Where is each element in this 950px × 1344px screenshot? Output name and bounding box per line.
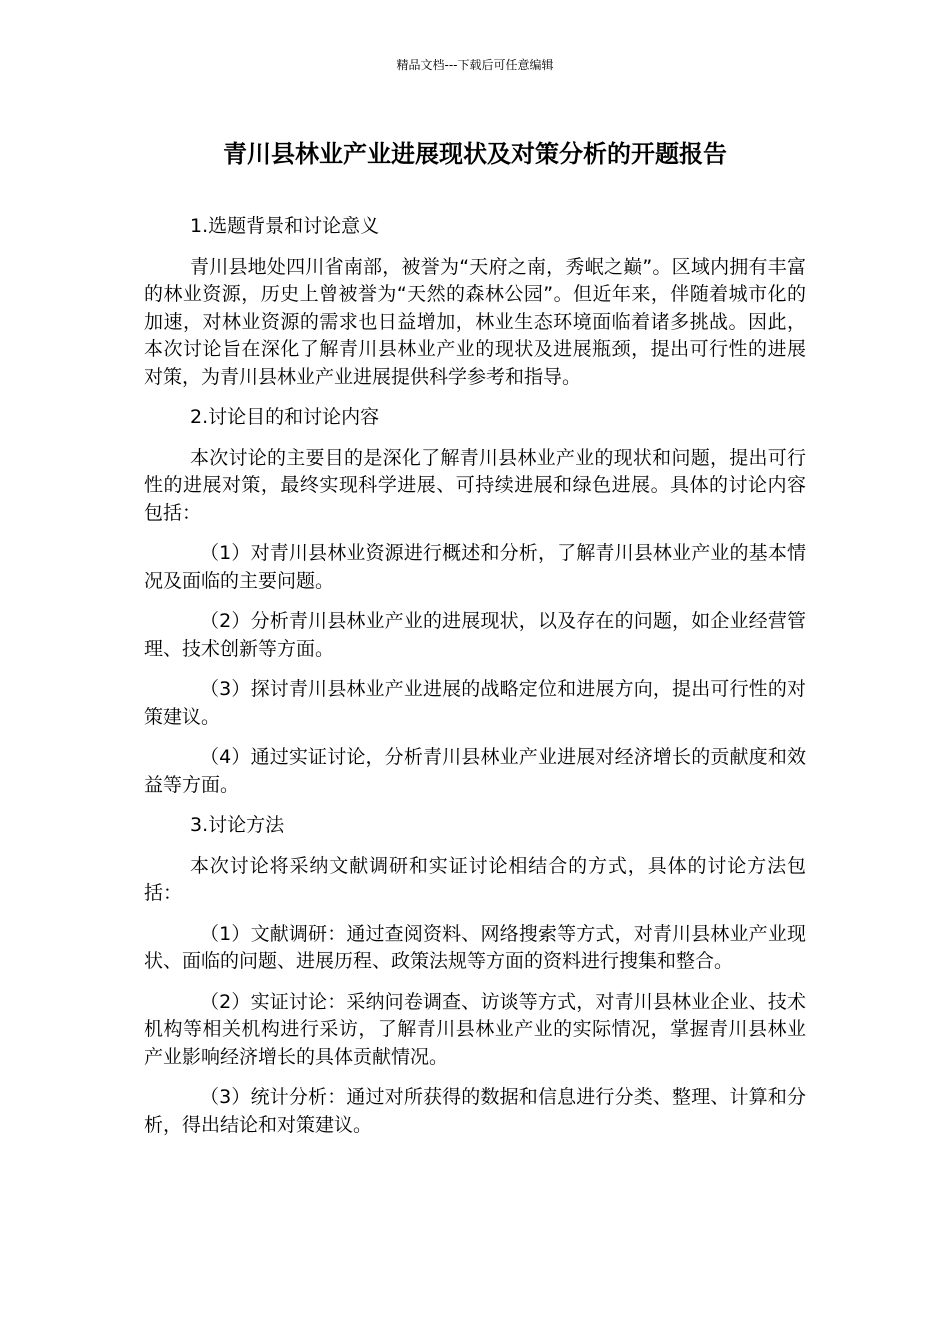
list-item: （3）统计分析：通过对所获得的数据和信息进行分类、整理、计算和分析，得出结论和对策建议。 [144, 1086, 806, 1136]
paragraph: 本次讨论的主要目的是深化了解青川县林业产业的现状和问题，提出可行性的进展对策，最终实现科学进展、可持续进展和绿色进展。具体的讨论内容包括： [144, 446, 806, 524]
paragraph: 青川县地处四川省南部，被誉为“天府之南，秀岷之巅”。区域内拥有丰富的林业资源，历史上曾被誉为“天然的森林公园”。但近年来，伴随着城市化的加速，对林业资源的需求也日益增加，林业生态环境面临着诸多挑战。因此，本次讨论旨在深化了解青川县林业产业的现状及进展瓶颈，提出可行性的进展对策，为青川县林业产业进展提供科学参考和指导。 [144, 255, 806, 388]
list-item: （3）探讨青川县林业产业进展的战略定位和进展方向，提出可行性的对策建议。 [144, 678, 806, 728]
list-item: （1）对青川县林业资源进行概述和分析，了解青川县林业产业的基本情况及面临的主要问题。 [144, 542, 806, 592]
section-heading: 1.选题背景和讨论意义 [190, 215, 380, 237]
list-item: （1）文献调研：通过查阅资料、网络搜索等方式，对青川县林业产业现状、面临的问题、进展历程、政策法规等方面的资料进行搜集和整合。 [144, 922, 806, 972]
section-background [144, 213, 806, 391]
section-objectives [144, 404, 806, 799]
section-methods [144, 812, 806, 1139]
section-heading: 3.讨论方法 [190, 814, 285, 836]
section-heading: 2.讨论目的和讨论内容 [190, 406, 380, 428]
document-title: 青川县林业产业进展现状及对策分析的开题报告 [223, 140, 727, 168]
document-body [144, 213, 806, 1152]
list-item: （2）实证讨论：采纳问卷调查、访谈等方式，对青川县林业企业、技术机构等相关机构进行采访，了解青川县林业产业的实际情况，掌握青川县林业产业影响经济增长的具体贡献情况。 [144, 990, 806, 1068]
list-item: （4）通过实证讨论，分析青川县林业产业进展对经济增长的贡献度和效益等方面。 [144, 746, 806, 796]
header-note: 精品文档---下载后可任意编辑 [396, 58, 554, 72]
paragraph: 本次讨论将采纳文献调研和实证讨论相结合的方式，具体的讨论方法包括： [144, 854, 806, 904]
list-item: （2）分析青川县林业产业的进展现状，以及存在的问题，如企业经营管理、技术创新等方面。 [144, 610, 806, 660]
